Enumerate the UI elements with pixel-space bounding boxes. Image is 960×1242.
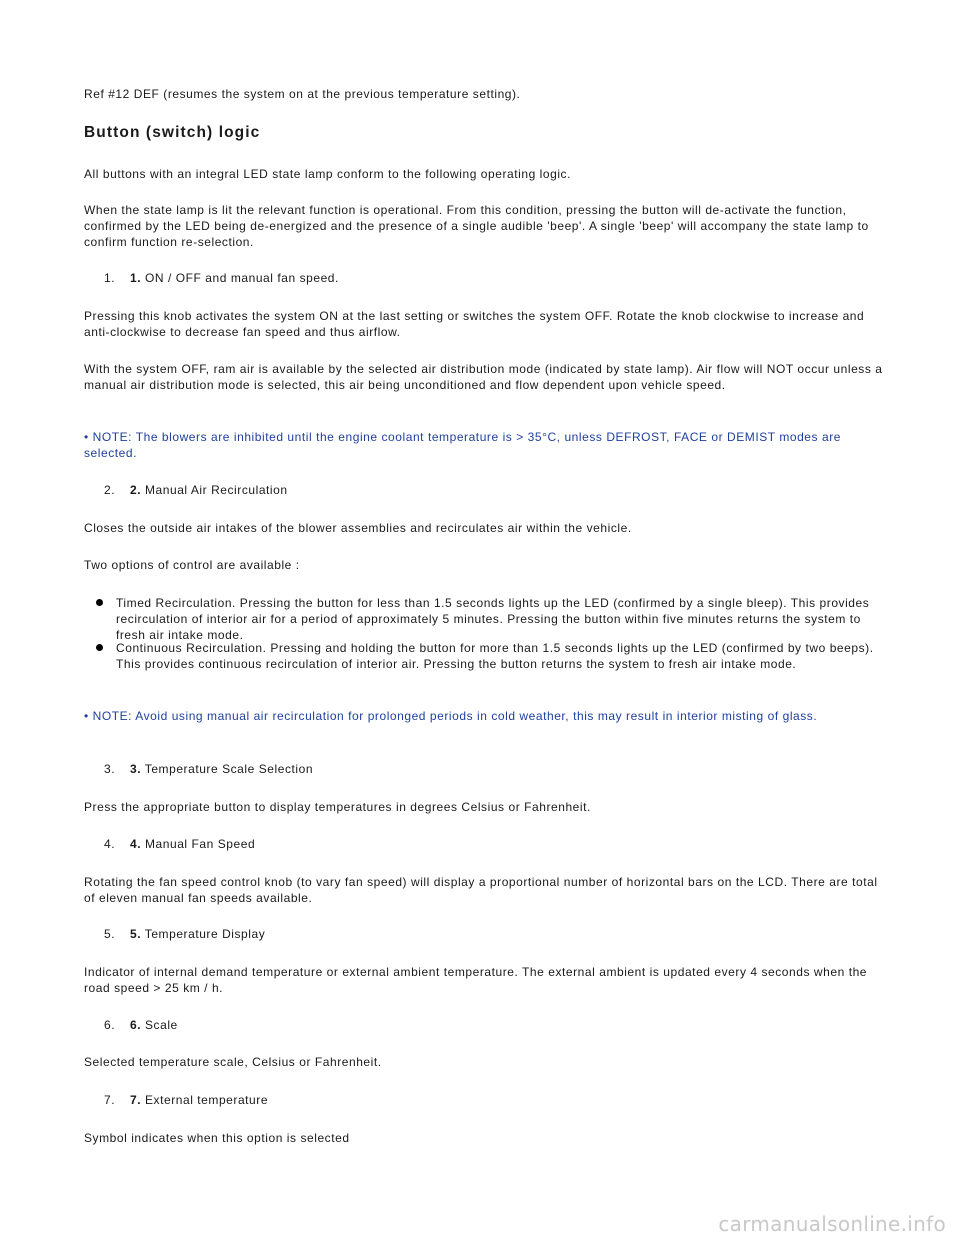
- paragraph-two-options: Two options of control are available :: [84, 558, 300, 572]
- list-item-5: 5. 5. Temperature Display: [104, 927, 266, 941]
- list-item-4: 4. 4. Manual Fan Speed: [104, 837, 256, 851]
- list-item-6: 6. 6. Scale: [104, 1018, 178, 1032]
- list-item-2: 2. 2. Manual Air Recirculation: [104, 483, 288, 497]
- paragraph-scale: Selected temperature scale, Celsius or Fahrenheit.: [84, 1055, 382, 1069]
- paragraph-fan-speed: Rotating the fan speed control knob (to vary fan speed) will display a proportional number of horizontal bars on the LCD. There are total of eleven manual fan speeds available.: [84, 875, 878, 905]
- list-item-1: 1. 1. ON / OFF and manual fan speed.: [104, 271, 339, 285]
- paragraph-temp-display: Indicator of internal demand temperature or external ambient temperature. The external ambient is updated every 4 seconds when the road speed > 25 km / h.: [84, 965, 868, 995]
- bullet-dot: [96, 644, 103, 651]
- paragraph-knob: Pressing this knob activates the system ON at the last setting or switches the system OFF. Rotate the knob clockwise to increase and anti-clockwise to decrease fan speed and thus airflow.: [84, 309, 865, 339]
- paragraph-ram-air: With the system OFF, ram air is available by the selected air distribution mode (indicated by state lamp). Air flow will NOT occur unless a manual air distribution mode is selected, this air being unconditioned and flow dependent upon vehicle speed.: [84, 362, 883, 392]
- intro-line: Ref #12 DEF (resumes the system on at the previous temperature setting).: [84, 87, 521, 101]
- bullet-continuous-recirculation: Continuous Recirculation. Pressing and holding the button for more than 1.5 seconds lights up the LED (confirmed by two beeps). This provides continuous recirculation of interior air. Pressing the button returns the system to fresh air intake mode.: [116, 640, 884, 672]
- paragraph-state-lamp: When the state lamp is lit the relevant function is operational. From this condition, pressing the button will de-activate the function, confirmed by the LED being de-energized and the presence of a single audible 'beep'. A single 'beep' will accompany the state lamp to confirm function re-selection.: [84, 203, 869, 249]
- section-heading: Button (switch) logic: [84, 124, 261, 141]
- list-item-3: 3. 3. Temperature Scale Selection: [104, 762, 314, 776]
- watermark: carmanualsonline.info: [718, 1212, 946, 1236]
- list-item-7: 7. 7. External temperature: [104, 1093, 269, 1107]
- paragraph-closes: Closes the outside air intakes of the blower assemblies and recirculates air within the vehicle.: [84, 521, 632, 535]
- bullet-timed-recirculation: Timed Recirculation. Pressing the button for less than 1.5 seconds lights up the LED (confirmed by a single bleep). This provides recirculation of interior air for a period of approximately 5 minutes. Pressing the button within five minutes returns the system to fresh air intake mode.: [116, 595, 884, 643]
- paragraph-symbol: Symbol indicates when this option is selected: [84, 1131, 350, 1145]
- note-recirculation: • NOTE: Avoid using manual air recirculation for prolonged periods in cold weather, this may result in interior misting of glass.: [84, 709, 818, 723]
- paragraph-all-buttons: All buttons with an integral LED state lamp conform to the following operating logic.: [84, 167, 571, 181]
- bullet-dot: [96, 599, 103, 606]
- note-blowers: • NOTE: The blowers are inhibited until the engine coolant temperature is > 35°C, unless DEFROST, FACE or DEMIST modes are selected.: [84, 430, 841, 460]
- paragraph-scale-select: Press the appropriate button to display temperatures in degrees Celsius or Fahrenheit.: [84, 800, 591, 814]
